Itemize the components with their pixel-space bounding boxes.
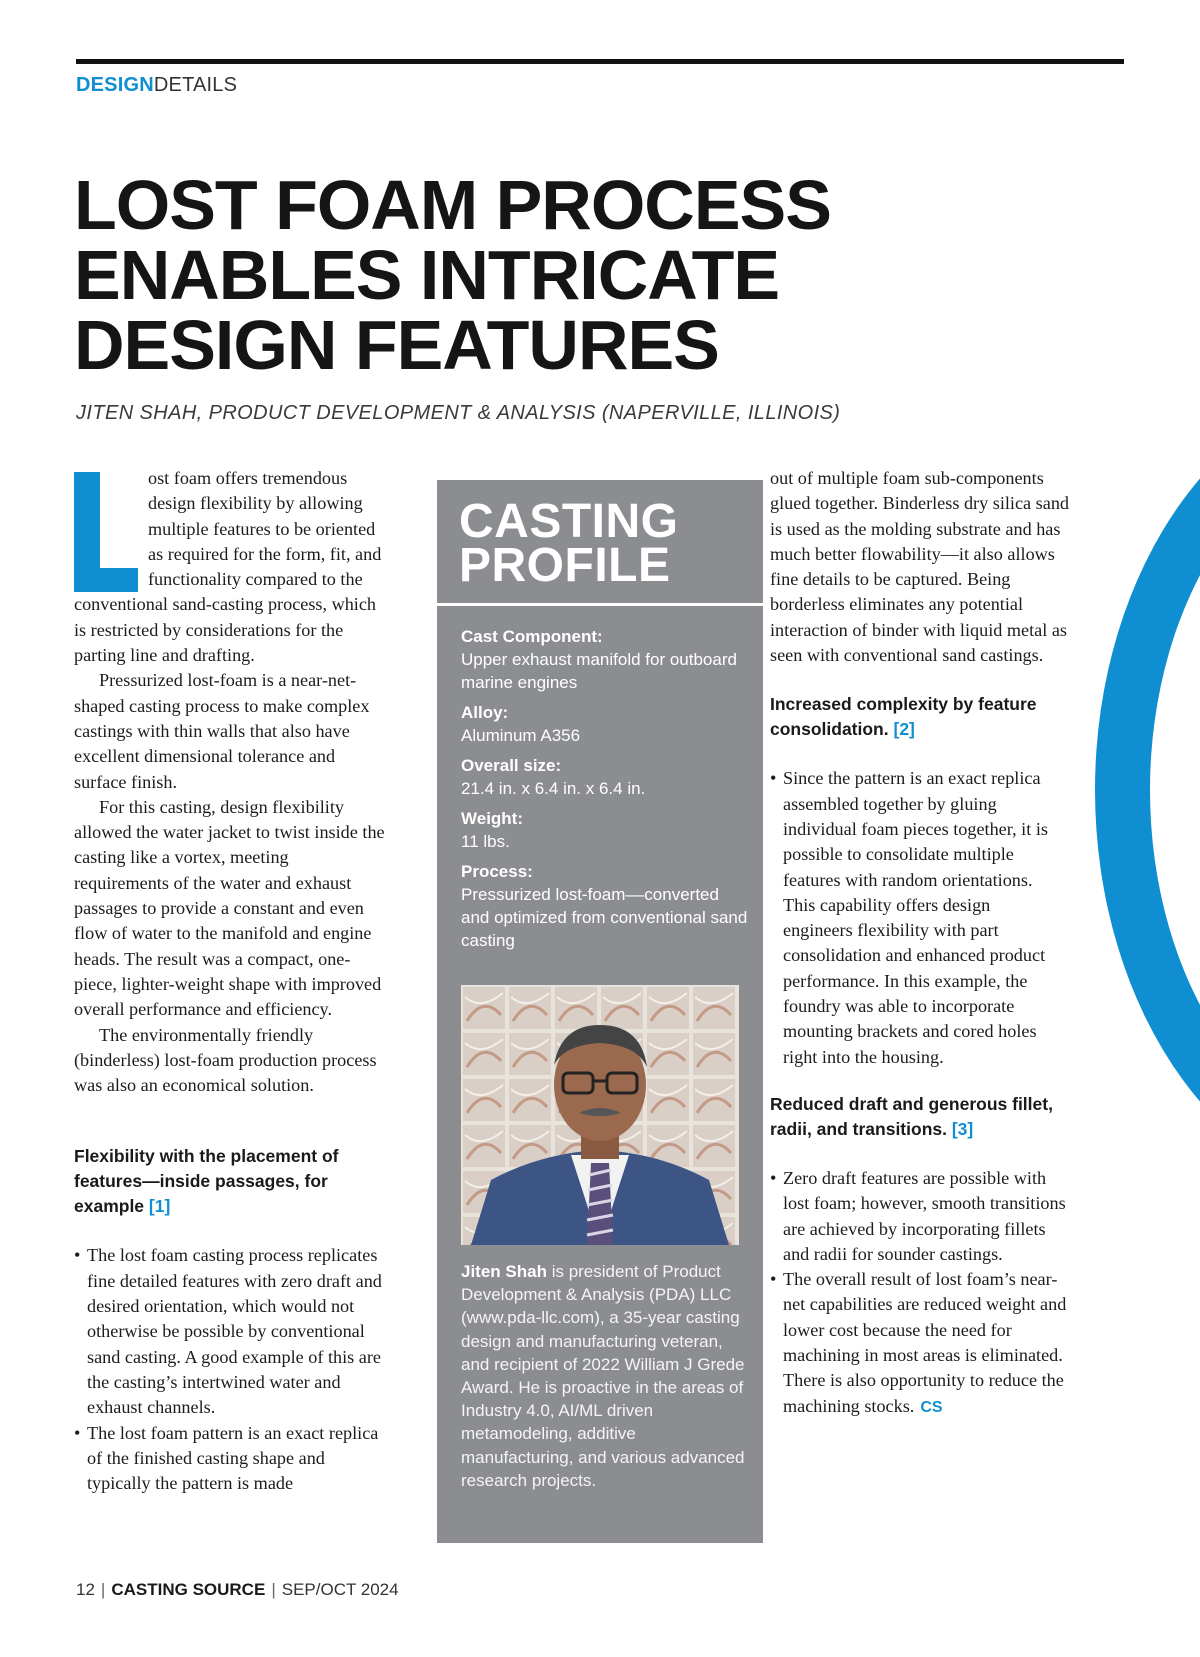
top-rule (76, 59, 1124, 64)
publication-name: CASTING SOURCE (111, 1580, 266, 1599)
bullet-list-1 (74, 1243, 387, 1496)
profile-label: Alloy: (461, 703, 509, 722)
title-line: DESIGN FEATURES (74, 306, 719, 384)
subhead-3 (770, 1092, 1070, 1142)
bullet-item (770, 1267, 1070, 1420)
bullet-list-3 (770, 1166, 1070, 1420)
profile-item-weight (461, 807, 751, 853)
paragraph-1: ost foam offers tremendous design flexibility by allowing multiple features to be oriented as required for the form, fit, and functionality compared to the conventional sand-casting process, which is restricted by considerations for the parting line and drafting. (74, 468, 382, 666)
bio-name: Jiten Shah (461, 1262, 547, 1281)
sidebar-divider (437, 603, 763, 606)
subhead-1 (74, 1144, 387, 1219)
bullet-item: • The lost foam pattern is an exact replica of the finished casting shape and typically the pattern is made (74, 1421, 387, 1497)
title-line: ENABLES INTRICATE (74, 236, 780, 314)
decorative-arc (1095, 380, 1200, 1200)
section-label-bold: DESIGN (76, 74, 154, 96)
byline: JITEN SHAH, PRODUCT DEVELOPMENT & ANALYSIS (NAPERVILLE, ILLINOIS) (76, 402, 841, 424)
sidebar-title-line: CASTING (459, 495, 679, 548)
profile-list (461, 625, 751, 959)
subhead-3-text: Reduced draft and generous fillet, radii, and transitions. (770, 1093, 1053, 1139)
bullet-list-2 (770, 766, 1060, 1070)
article-title (74, 166, 974, 384)
bullet-item: • Since the pattern is an exact replica assembled together by gluing individual foam pieces together, it is possible to consolidate multiple features with random orientations. This capability offers design engineers flexibility with part consolidation and enhanced product performance. In this example, the foundry was able to incorporate mounting brackets and cored holes right into the housing. (770, 766, 1060, 1070)
profile-label: Weight: (461, 809, 524, 828)
bullet-item: • Zero draft features are possible with lost foam; however, smooth transitions are achieved by incorporating fillets and radii for sounder castings. (770, 1166, 1070, 1267)
profile-item-alloy (461, 701, 751, 747)
bullet-item: • The lost foam casting process replicates fine detailed features with zero draft and desired orientation, which would not otherwise be possible by conventional sand casting. A good example of this are the casting’s intertwined water and exhaust channels. (74, 1243, 387, 1420)
profile-label: Process: (461, 862, 533, 881)
casting-profile-sidebar (437, 480, 763, 1543)
bullet-text: The overall result of lost foam’s near-net capabilities are reduced weight and lower cost because the need for machining in most areas is eliminated. There is also opportunity to reduce the machining stocks. (783, 1269, 1067, 1416)
profile-value: 21.4 in. x 6.4 in. x 6.4 in. (461, 779, 646, 798)
profile-item-process (461, 860, 751, 952)
ref-2: [2] (893, 719, 915, 740)
page-number: 12 (76, 1580, 95, 1599)
column-3 (770, 466, 1070, 1420)
profile-label: Cast Component: (461, 627, 603, 646)
author-photo (461, 985, 739, 1245)
dropcap-l (74, 472, 138, 592)
sidebar-title (459, 495, 749, 592)
paragraph-3: For this casting, design flexibility allowed the water jacket to twist inside the casting like a vortex, meeting requirements of the water and exhaust passages to provide a constant and even flow of water to the manifold and engine heads. The result was a compact, one-piece, lighter-weight shape with improved overall performance and efficiency. (74, 796, 385, 1020)
profile-value: Upper exhaust manifold for outboard marine engines (461, 650, 737, 692)
profile-value: Pressurized lost-foam––converted and optimized from conventional sand casting (461, 885, 748, 950)
profile-label: Overall size: (461, 756, 562, 775)
profile-value: Aluminum A356 (461, 726, 581, 745)
subhead-2-text: Increased complexity by feature consolidation. (770, 694, 1037, 740)
paragraph-4: The environmentally friendly (binderless) lost-foam production process was also an economical solution. (74, 1024, 377, 1096)
profile-item-component (461, 625, 751, 694)
paragraph-continued: out of multiple foam sub-components glued together. Binderless dry silica sand is used as the molding substrate and has much better flowability—it also allows fine details to be captured. Being borderless eliminates any potential interaction of binder with liquid metal as seen with conventional sand castings. (770, 468, 1070, 666)
subhead-2 (770, 692, 1070, 742)
paragraph-2: Pressurized lost-foam is a near-net-shaped casting process to make complex castings with thin walls that also have excellent dimensional tolerance and surface finish. (74, 670, 370, 792)
bio-text: is president of Product Development & Analysis (PDA) LLC (www.pda-llc.com), a 35-year casting design and manufacturing veteran, and recipient of 2022 William J Grede Award. He is proactive in the areas of Industry 4.0, AI/ML driven metamodeling, additive manufacturing, and various advanced research projects. (461, 1262, 745, 1490)
subhead-1-text: Flexibility with the placement of features—inside passages, for example (74, 1146, 339, 1217)
section-label (76, 74, 237, 97)
issue-date: SEP/OCT 2024 (281, 1580, 399, 1599)
title-line: LOST FOAM PROCESS (74, 166, 831, 244)
column-1 (74, 466, 387, 1496)
profile-item-size (461, 754, 751, 800)
end-mark: CS (920, 1398, 943, 1416)
section-label-regular: DETAILS (153, 74, 238, 96)
page-footer: 12 | CASTING SOURCE | SEP/OCT 2024 (76, 1580, 399, 1599)
profile-value: 11 lbs. (461, 832, 510, 851)
ref-3: [3] (951, 1118, 974, 1139)
author-bio (461, 1260, 751, 1492)
sidebar-title-line: PROFILE (459, 539, 671, 592)
ref-1: [1] (148, 1196, 171, 1217)
